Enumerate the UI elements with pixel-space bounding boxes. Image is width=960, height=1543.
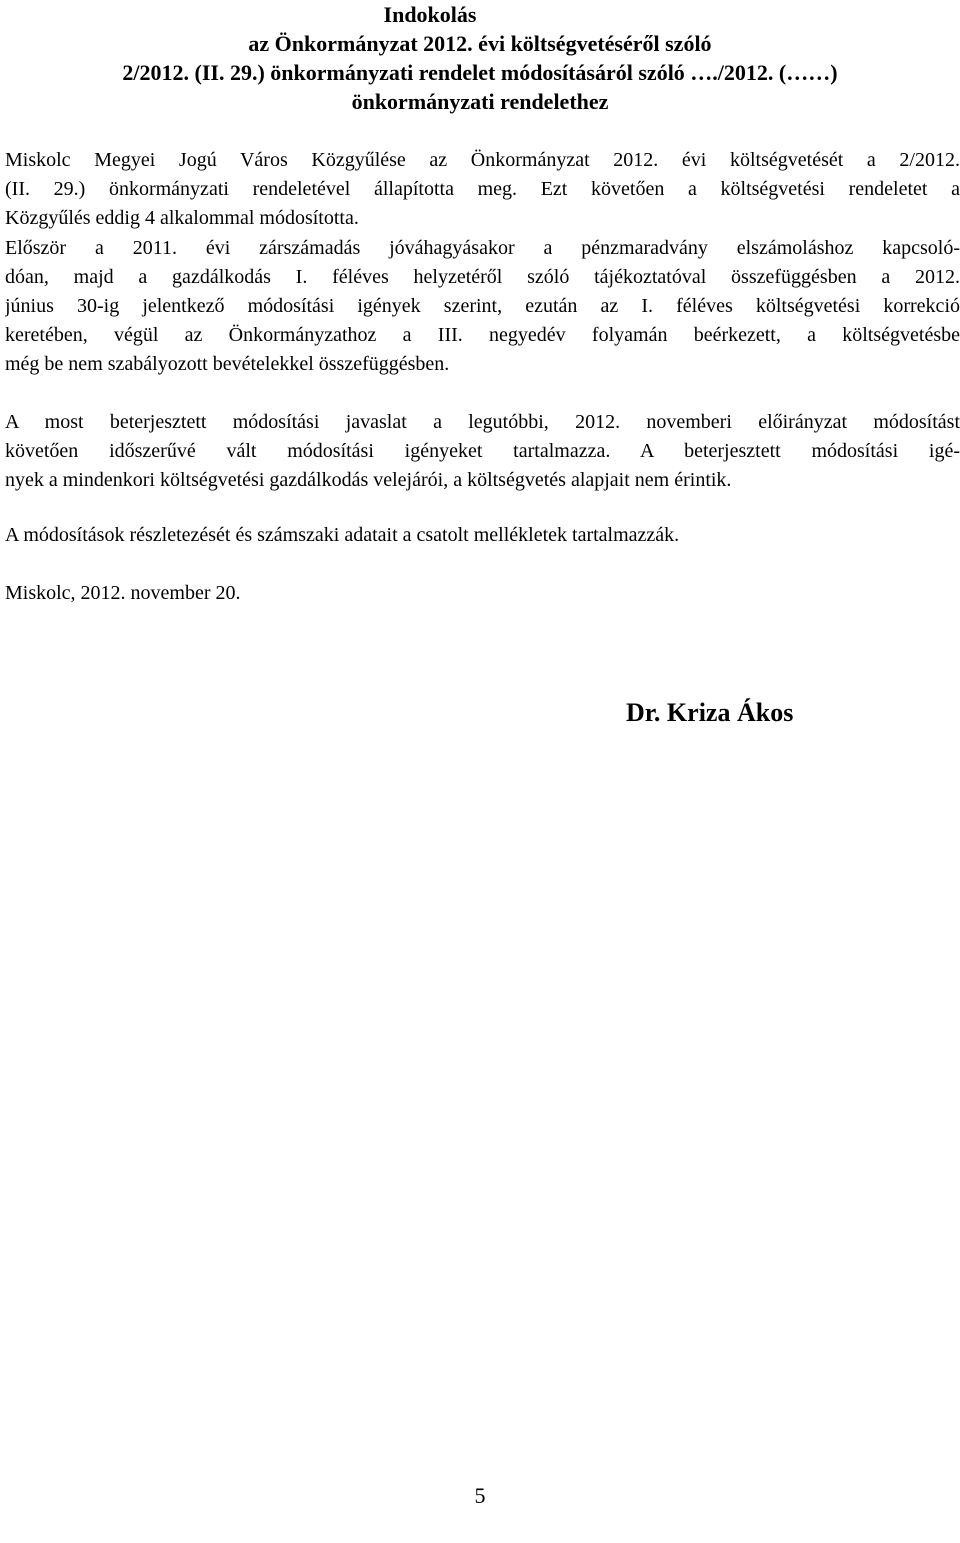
paragraph-modifications bbox=[5, 234, 960, 379]
paragraph-line: keretében, végül az Önkormányzathoz a III. negyedév folyamán beérkezett, a költségvetésbe bbox=[5, 324, 960, 346]
heading-subtitle-line-2: 2/2012. (II. 29.) önkormányzati rendelet módosításáról szóló …./2012. (……) bbox=[122, 60, 838, 85]
paragraph-line: Miskolc, 2012. november 20. bbox=[5, 582, 241, 604]
paragraph-line: még be nem szabályozott bevételekkel összefüggésben. bbox=[5, 353, 450, 375]
place-and-date bbox=[5, 579, 960, 608]
paragraph-line: dóan, majd a gazdálkodás I. féléves helyzetéről szóló tájékoztatóval összefüggésben a 2012. bbox=[5, 266, 960, 288]
paragraph-line: A most beterjesztett módosítási javaslat a legutóbbi, 2012. novemberi előirányzat módosítást bbox=[5, 411, 960, 433]
paragraph-current-proposal bbox=[5, 408, 960, 495]
paragraph-line: Először a 2011. évi zárszámadás jóváhagyásakor a pénzmaradvány elszámoláshoz kapcsoló- bbox=[5, 237, 960, 259]
heading-subtitle-line-3: önkormányzati rendelethez bbox=[351, 89, 609, 114]
paragraph-line: nyek a mindenkori költségvetési gazdálkodás velejárói, a költségvetés alapjait nem érintik. bbox=[5, 469, 732, 491]
signatory-name: Dr. Kriza Ákos bbox=[626, 698, 794, 727]
paragraph-line: követően időszerűvé vált módosítási igényeket tartalmazza. A beterjesztett módosítási igé- bbox=[5, 440, 960, 462]
paragraph-attachments bbox=[5, 521, 960, 550]
heading-title: Indokolás bbox=[383, 2, 477, 27]
heading-subtitle-line-1: az Önkormányzat 2012. évi költségvetéséről szóló bbox=[248, 31, 712, 56]
paragraph-line: június 30-ig jelentkező módosítási igények szerint, ezután az I. féléves költségvetési korrekció bbox=[5, 295, 960, 317]
document-heading bbox=[0, 0, 960, 116]
paragraph-line: Miskolc Megyei Jogú Város Közgyűlése az Önkormányzat 2012. évi költségvetését a 2/2012. bbox=[5, 149, 960, 171]
paragraph-line: Közgyűlés eddig 4 alkalommal módosította. bbox=[5, 207, 359, 229]
page-number: 5 bbox=[474, 1483, 486, 1508]
paragraph-line: A módosítások részletezését és számszaki adatait a csatolt mellékletek tartalmazzák. bbox=[5, 524, 680, 546]
paragraph-line: (II. 29.) önkormányzati rendeletével állapította meg. Ezt követően a költségvetési rendeletet a bbox=[5, 178, 960, 200]
paragraph-intro bbox=[5, 146, 960, 233]
